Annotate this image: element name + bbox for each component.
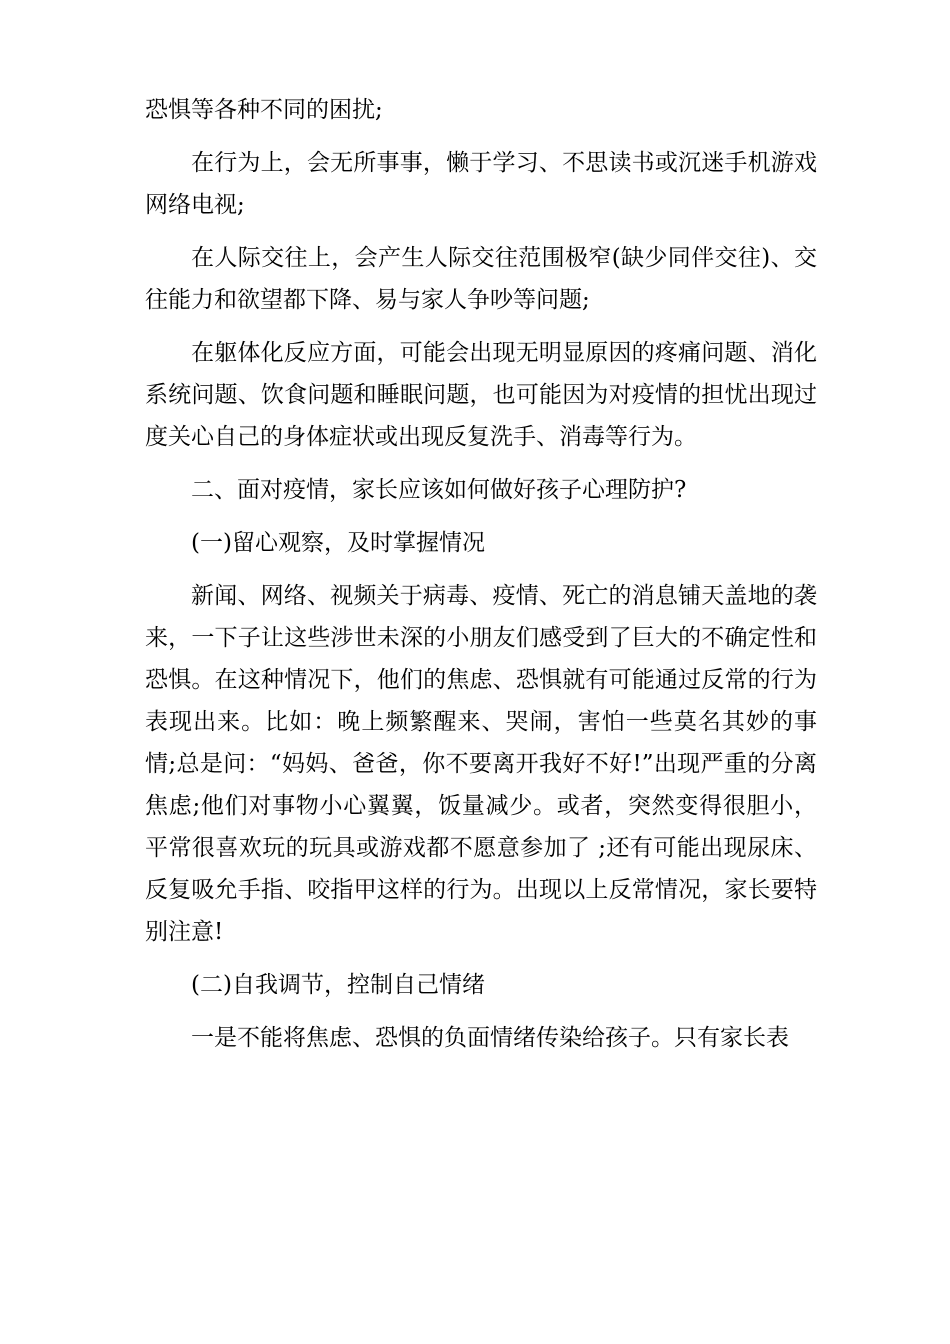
paragraph-self-regulation: 一是不能将焦虑、恐惧的负面情绪传染给孩子。只有家长表 bbox=[191, 1025, 789, 1051]
subsection-heading-1: (一)留心观察，及时掌握情况 bbox=[191, 530, 485, 556]
section-heading-2: 二、面对疫情，家长应该如何做好孩子心理防护? bbox=[191, 477, 687, 503]
paragraph-interpersonal: 在人际交往上，会产生人际交往范围极窄(缺少同伴交往)、交往能力和欲望都下降、易与家人争吵等问题; bbox=[145, 245, 817, 313]
paragraph-continued: 恐惧等各种不同的困扰; bbox=[145, 97, 383, 123]
document-body bbox=[145, 89, 817, 1070]
paragraph-somatic: 在躯体化反应方面，可能会出现无明显原因的疼痛问题、消化系统问题、饮食问题和睡眠问题，也可能因为对疫情的担忧出现过度关心自己的身体症状或出现反复洗手、消毒等行为。 bbox=[145, 340, 817, 450]
paragraph-behavior: 在行为上，会无所事事，懒于学习、不思读书或沉迷手机游戏网络电视; bbox=[145, 150, 817, 218]
paragraph-observation: 新闻、网络、视频关于病毒、疫情、死亡的消息铺天盖地的袭来，一下子让这些涉世未深的小朋友们感受到了巨大的不确定性和恐惧。在这种情况下，他们的焦虑、恐惧就有可能通过反常的行为表现出来。比如：晚上频繁醒来、哭闹，害怕一些莫名其妙的事情;总是问：“妈妈、爸爸，你不要离开我好不好!”出现严重的分离焦虑;他们对事物小心翼翼，饭量减少。或者，突然变得很胆小，平常很喜欢玩的玩具或游戏都不愿意参加了 ;还有可能出现尿床、反复吸允手指、咬指甲这样的行为。出现以上反常情况，家长要特别注意! bbox=[145, 583, 817, 945]
subsection-heading-2: (二)自我调节，控制自己情绪 bbox=[191, 972, 485, 998]
